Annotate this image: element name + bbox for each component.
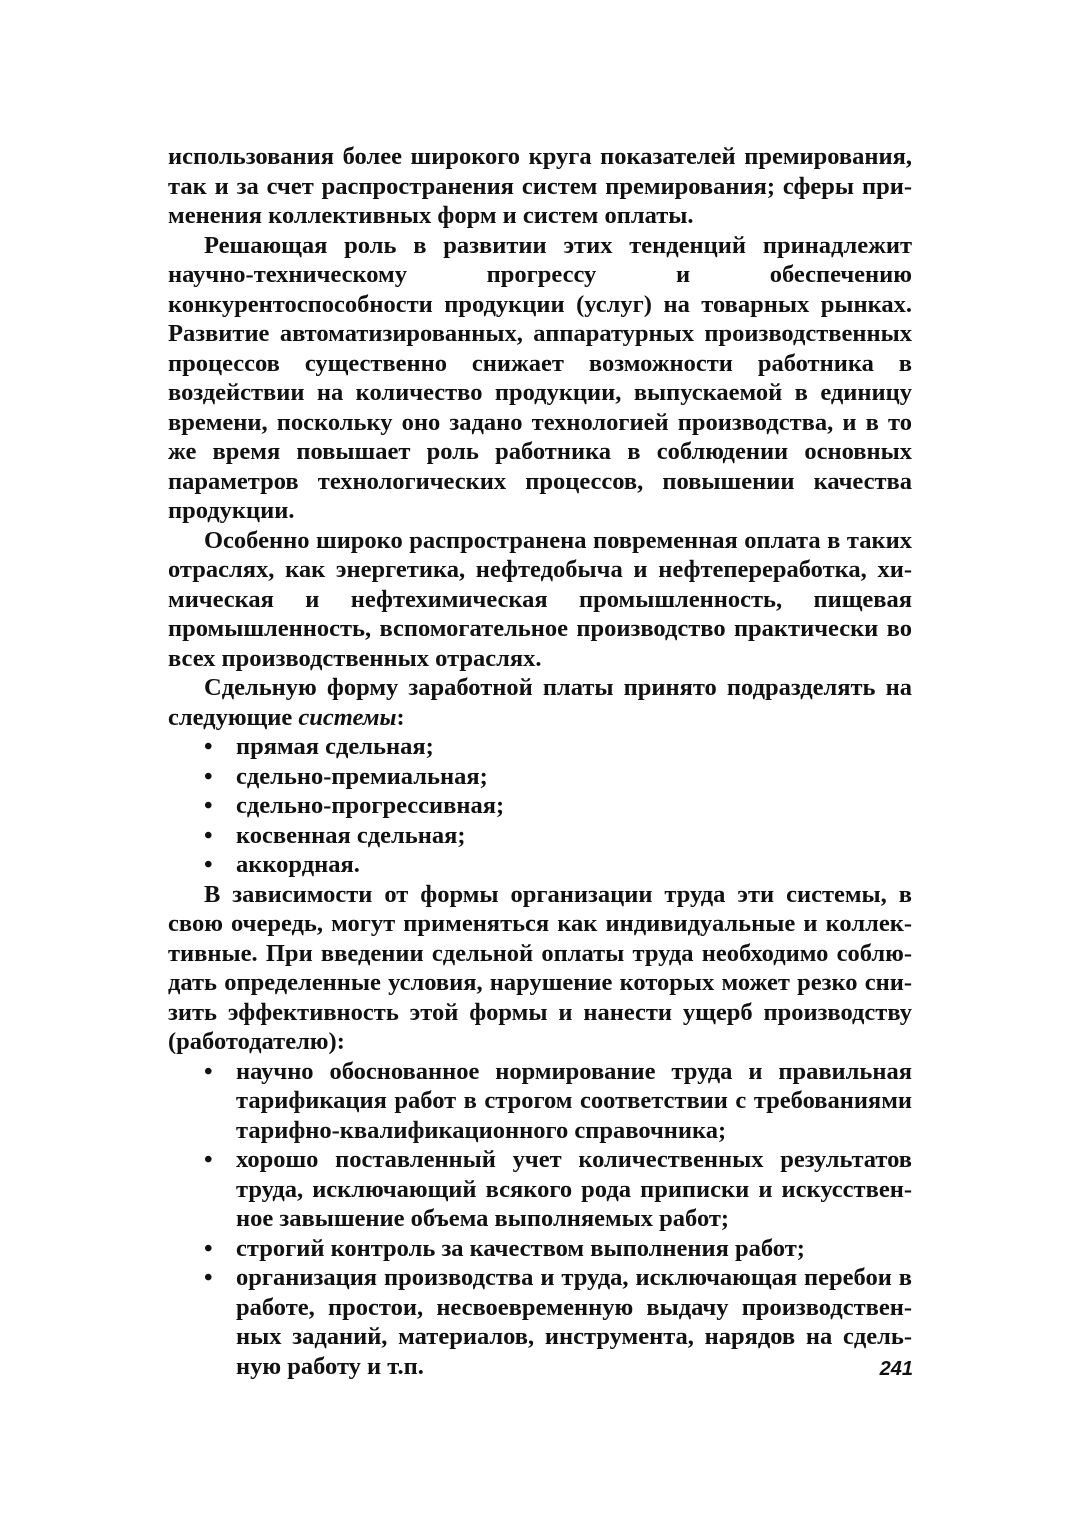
page-number: 241 [879,1358,913,1380]
paragraph-piecework-systems [168,673,912,732]
list-item: • сдельно-премиальная; [236,762,912,792]
list-item: • сдельно-прогрессивная; [236,791,912,821]
list-item: • научно обоснованное нормирование труда и правильная тарификация работ в строгом соответствии с требованиями тарифно-квалификационного справочника; [236,1057,912,1146]
list-item: • хорошо поставленный учет количественных результатов труда, исключающий всякого рода приписки и искусственное завышение объема выполняемых работ; [236,1145,912,1234]
systems-list [168,732,912,880]
list-item: • аккордная. [236,850,912,880]
list-item: • строгий контроль за качеством выполнения работ; [236,1234,912,1264]
page-body [168,142,912,1381]
paragraph-scientific-progress: Решающая роль в развитии этих тенденций принадлежит научно-техническому прогрессу и обеспечению конкурентоспособности продукции (услуг) на товарных рынках. Развитие автоматизированных, аппаратурных производственных процессов существенно снижает возможности работника в воздействии на количество продукции, выпускаемой в единицу времени, поскольку оно задано технологией производства, и в то же время повышает роль работника в соблюдении основных параметров технологических процессов, повышении качества продукции. [168,231,912,524]
paragraph-conditions: В зависимости от формы организации труда эти системы, в свою очередь, могут применяться как индивидуальные и коллективные. При введении сдельной оплаты труда необходимо соблюдать определенные условия, нарушение которых может резко снизить эффективность этой формы и нанести ущерб производству (работодателю): [168,880,912,1055]
paragraph-time-pay: Особенно широко распространена повременная оплата в таких отраслях, как энергетика, нефтедобыча и нефтепереработка, химическая и нефтехимическая промышленность, пищевая промышленность, вспомогательное производство практически во всех производственных отраслях. [168,526,912,672]
list-item: • организация производства и труда, исключающая перебои в работе, простои, несвоевременную выдачу производственных заданий, материалов, инструмента, нарядов на сдельную работу и т.п. [236,1263,912,1381]
paragraph-piecework-colon: : [396,703,405,731]
paragraph-continuation: использования более широкого круга показателей премирования, так и за счет распространения систем премирования; сферы применения коллективных форм и систем оплаты. [168,143,912,229]
list-item: • косвенная сдельная; [236,821,912,851]
conditions-list [168,1057,912,1382]
paragraph-piecework-text: Сдельную форму заработной платы принято подразделять на следующие [168,674,912,731]
systems-term: системы [298,703,397,731]
list-item: • прямая сдельная; [236,732,912,762]
